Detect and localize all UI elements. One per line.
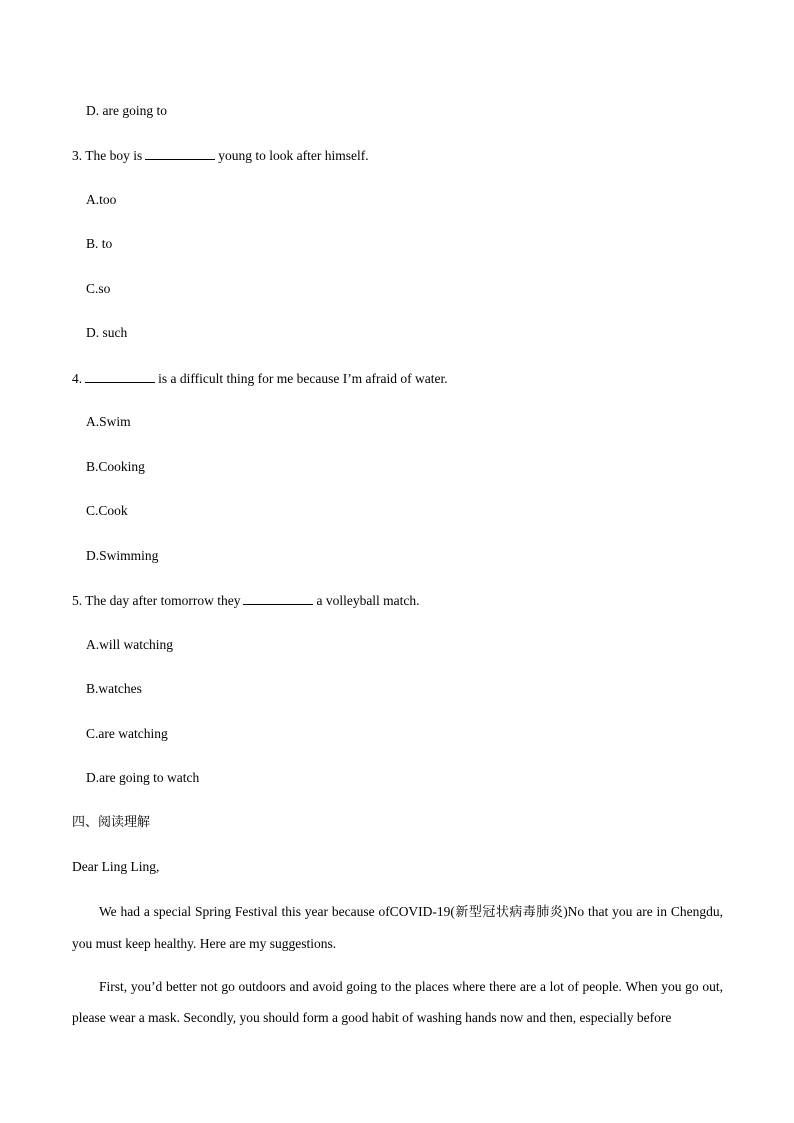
q4-option-a: A.Swim — [86, 414, 131, 429]
question-3-stem-end: young to look after himself. — [218, 148, 369, 163]
q3-option-c: C.so — [86, 281, 111, 296]
q3-option-b: B. to — [86, 236, 113, 251]
letter-paragraph-1-start: We had a special Spring Festival this year because ofCOVID-19( — [99, 904, 455, 919]
q5-option-a: A.will watching — [86, 637, 173, 652]
question-5 — [72, 592, 420, 609]
letter-paragraph-1 — [72, 896, 723, 959]
q5-option-c: C.are watching — [86, 726, 168, 741]
q5-option-b: B.watches — [86, 681, 142, 696]
question-3-stem: 3. The boy is — [72, 148, 143, 163]
q4-option-d: D.Swimming — [86, 548, 159, 563]
question-4-stem-end: is a difficult thing for me because I’m afraid of water. — [158, 371, 448, 386]
q3-option-a: A.too — [86, 192, 117, 207]
letter-greeting: Dear Ling Ling, — [72, 859, 160, 874]
letter-paragraph-2: First, you’d better not go outdoors and avoid going to the places where there are a lot of people. When you go out, please wear a mask. Secondly, you should form a good habit of washing hands now and then, especially before — [72, 979, 723, 1025]
section-heading: 四、阅读理解 — [72, 815, 151, 830]
question-4-stem: 4. — [72, 371, 83, 386]
q4-option-c: C.Cook — [86, 503, 128, 518]
answer-blank — [145, 147, 215, 160]
answer-blank — [85, 370, 155, 383]
letter-paragraph-1-end: )No that you are in Chengdu, you must keep healthy. Here are my suggestions. — [72, 904, 724, 951]
q3-option-d: D. such — [86, 325, 128, 340]
question-5-stem: 5. The day after tomorrow they — [72, 593, 241, 608]
answer-blank — [243, 592, 313, 605]
q5-option-d: D.are going to watch — [86, 770, 200, 785]
q2-option-d: D. are going to — [86, 103, 167, 118]
covid-chinese-term: 新型冠状病毒肺炎 — [454, 905, 564, 920]
question-3 — [72, 147, 369, 164]
question-4 — [72, 370, 448, 387]
q4-option-b: B.Cooking — [86, 459, 145, 474]
question-5-stem-end: a volleyball match. — [316, 593, 420, 608]
